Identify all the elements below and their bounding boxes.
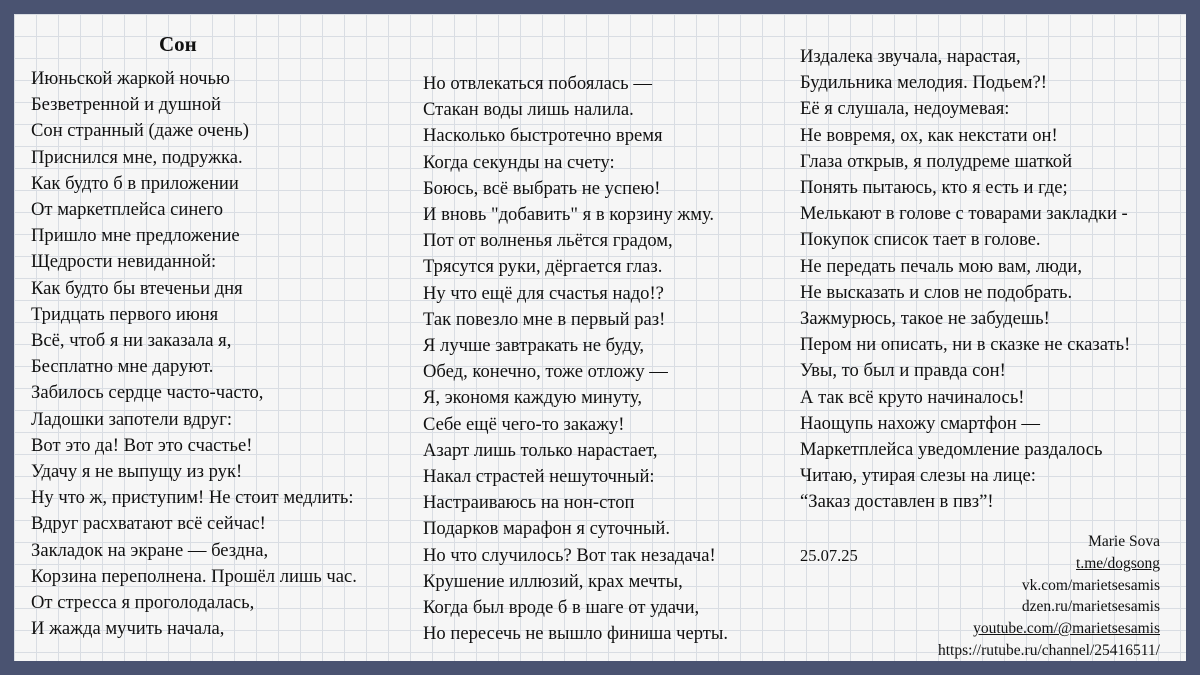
poem-line: Её я слушала, недоумевая: xyxy=(800,98,1010,120)
poem-line: Боюсь, всё выбрать не успею! xyxy=(423,177,661,199)
poem-line: Не высказать и слов не подобрать. xyxy=(800,281,1073,303)
poem-line: Бесплатно мне даруют. xyxy=(31,356,214,378)
poem-line: Ладошки запотели вдруг: xyxy=(31,408,233,430)
poem-line: Как будто бы втеченьи дня xyxy=(31,277,243,299)
poem-line: Пришло мне предложение xyxy=(31,225,240,247)
poem-line: Щедрости невиданной: xyxy=(31,251,217,273)
poem-line: Всё, чтоб я ни заказала я, xyxy=(31,330,232,352)
poem-line: Но что случилось? Вот так незадача! xyxy=(423,544,716,566)
poem-line: Удачу я не выпущу из рук! xyxy=(31,461,243,483)
poem-line: Так повезло мне в первый раз! xyxy=(423,308,666,330)
poem-line: От маркетплейса синего xyxy=(31,199,224,221)
poem-line: И жажда мучить начала, xyxy=(31,618,225,640)
poem-line: Ну что ещё для счастья надо!? xyxy=(423,282,664,304)
poem-line: Безветренной и душной xyxy=(31,94,221,116)
poem-line: Забилось сердце часто-часто, xyxy=(31,382,264,404)
link-dzen[interactable]: dzen.ru/marietsesamis xyxy=(1021,598,1160,616)
stanza-column-1 xyxy=(31,66,357,642)
poem-line: Сон странный (даже очень) xyxy=(31,120,249,142)
poem-line: Тридцать первого июня xyxy=(31,303,219,325)
poem-line: “Заказ доставлен в пвз”! xyxy=(800,491,994,513)
poem-line: Зажмурюсь, такое не забудешь! xyxy=(800,308,1050,330)
poem-line: Но пересечь не вышло финиша черты. xyxy=(423,623,729,645)
poem-line: Вот это да! Вот это счастье! xyxy=(31,434,253,456)
poem-line: Будильника мелодия. Подьем?! xyxy=(800,72,1047,94)
poem-line: Но отвлекаться побоялась — xyxy=(423,73,652,94)
poem-date: 25.07.25 xyxy=(800,546,858,565)
poem-line: Насколько быстротечно время xyxy=(423,125,663,147)
poem-line: Приснился мне, подружка. xyxy=(31,146,243,168)
stanza-column-2 xyxy=(423,71,728,647)
poem-page xyxy=(14,14,1186,661)
poem-line: Наощупь нахожу смартфон — xyxy=(800,412,1040,434)
poem-line: Глаза открыв, я полудреме шаткой xyxy=(800,150,1073,172)
poem-line: Июньской жаркой ночью xyxy=(31,68,230,89)
poem-line: От стресса я проголодалась, xyxy=(31,592,255,614)
poem-line: Увы, то был и правда сон! xyxy=(800,360,1006,382)
poem-line: Себе ещё чего-то закажу! xyxy=(423,413,625,435)
poem-line: Настраиваюсь на нон-стоп xyxy=(423,492,635,514)
link-telegram[interactable]: t.me/dogsong xyxy=(1076,554,1160,572)
poem-line: Не вовремя, ох, как некстати он! xyxy=(800,124,1058,146)
poem-title: Сон xyxy=(159,32,197,56)
poem-line: Читаю, утирая слезы на лице: xyxy=(800,465,1036,487)
poem-line: Крушение иллюзий, крах мечты, xyxy=(423,570,683,592)
poem-line: Азарт лишь только нарастает, xyxy=(423,439,658,461)
poem-line: Покупок список тает в голове. xyxy=(800,229,1041,251)
poem-line: Обед, конечно, тоже отложу — xyxy=(423,361,668,383)
poem-line: Ну что ж, приступим! Не стоит медлить: xyxy=(31,487,354,509)
poem-line: Пером ни описать, ни в сказке не сказать! xyxy=(800,334,1131,356)
poem-line: Я лучше завтракать не буду, xyxy=(423,335,645,357)
poem-line: Трясутся руки, дёргается глаз. xyxy=(423,256,663,278)
poem-line: Когда секунды на счету: xyxy=(423,151,615,173)
link-vk[interactable]: vk.com/marietsesamis xyxy=(1021,576,1160,594)
link-rutube[interactable]: https://rutube.ru/channel/25416511/ xyxy=(938,641,1160,659)
poem-line: Накал страстей нешуточный: xyxy=(423,466,655,488)
poem-line: Издалека звучала, нарастая, xyxy=(800,46,1021,67)
poem-line: А так всё круто начиналось! xyxy=(800,386,1025,408)
poem-line: Маркетплейса уведомление раздалось xyxy=(800,439,1103,461)
author-signature xyxy=(938,531,1160,661)
poem-line: Когда был вроде б в шаге от удачи, xyxy=(423,597,700,619)
author-name: Marie Sova xyxy=(1088,533,1160,550)
poem-line: Вдруг расхватают всё сейчас! xyxy=(31,513,266,535)
stanza-column-3 xyxy=(800,44,1130,516)
link-youtube[interactable]: youtube.com/@marietsesamis xyxy=(973,620,1160,638)
poem-line: Корзина переполнена. Прошёл лишь час. xyxy=(31,565,357,587)
poem-line: Понять пытаюсь, кто я есть и где; xyxy=(800,177,1068,199)
poem-line: Я, экономя каждую минуту, xyxy=(423,387,643,409)
poem-line: Пот от волненья льётся градом, xyxy=(423,230,673,252)
poem-line: Стакан воды лишь налила. xyxy=(423,99,634,121)
poem-line: И вновь "добавить" я в корзину жму. xyxy=(423,204,715,226)
poem-line: Мелькают в голове с товарами закладки - xyxy=(800,203,1128,225)
poem-line: Как будто б в приложении xyxy=(31,172,239,194)
poem-line: Подарков марафон я суточный. xyxy=(423,518,670,540)
poem-line: Не передать печаль мою вам, люди, xyxy=(800,255,1082,277)
poem-line: Закладок на экране — бездна, xyxy=(31,539,269,561)
